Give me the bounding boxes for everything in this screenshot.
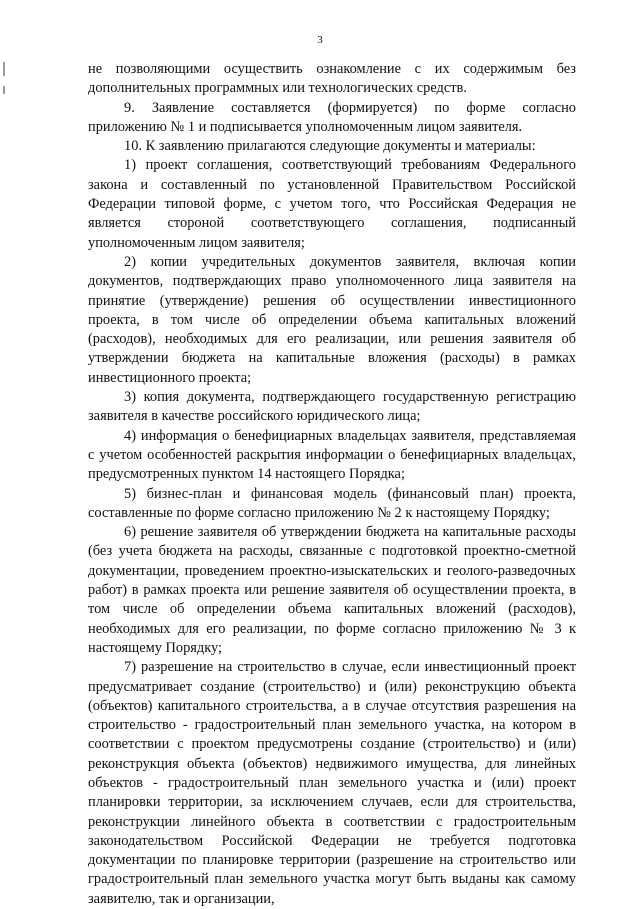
list-item: 4) информация о бенефициарных владельцах заявителя, представляемая с учетом особенностей раскрытия информации о бенефициарных владельцах, предусмотренных пунктом 14 настоящего Порядка; [88,427,576,483]
paragraph: 10. К заявлению прилагаются следующие документы и материалы: [124,138,536,155]
list-item: 7) разрешение на строительство в случае, если инвестиционный проект предусматривает создание (строительство) и (или) реконструкцию объекта (объектов) капитального строительства, а в случае отсутствия разрешения на строительство - градостроительный план земельного участка, на котором в соответствии с проектом предусмотрены создание (строительство) и (или) реконструкция объекта (объектов) недвижимого имущества, для линейных объектов - градостроительный план земельного участка и (или) проект планировки территории, за исключением случаев, если для строительства, реконструкции линейного объекта в соответствии с градостроительным законодательством Российской Федерации не требуется подготовка документации по планировке территории (разрешение на строительство или градостроительный план земельного участка могут быть выданы как самому заявителю, так и организации, [88,659,576,907]
list-item: 1) проект соглашения, соответствующий требованиям Федерального закона и составленный по установленной Правительством Российской Федерации типовой форме, с учетом того, что Российская Федерация не является стороной соответствующего соглашения, подписанный уполномоченным лицом заявителя; [88,157,576,251]
paragraph: 9. Заявление составляется (формируется) по форме согласно приложению № 1 и подписывается уполномоченным лицом заявителя. [88,99,576,135]
margin-mark [3,62,5,76]
list-item: 3) копия документа, подтверждающего государственную регистрацию заявителя в качестве российского юридического лица; [88,389,576,425]
list-item: 2) копии учредительных документов заявителя, включая копии документов, подтверждающих право уполномоченного лица заявителя на принятие (утверждение) решения об осуществлении инвестиционного проекта, в том числе об определении объема капитальных вложений (расходов), необходимых для его реализации, или решения заявителя об утверждении бюджета на капитальные вложения (расходы) в рамках инвестиционного проекта; [88,253,576,386]
document-body [88,60,576,909]
margin-mark [3,86,5,94]
paragraph: не позволяющими осуществить ознакомление с их содержимым без дополнительных программных или технологических средств. [88,61,576,97]
list-item: 6) решение заявителя об утверждении бюджета на капитальные расходы (без учета бюджета на расходы, связанные с подготовкой проектно-сметной документации, проведением проектно-изыскательских и геолого-разведочных работ) в рамках проекта или решение заявителя об осуществлении проекта, в том числе об определении объема капитальных вложений (расходов), необходимых для его реализации, по форме согласно приложению № 3 к настоящему Порядку; [88,524,576,656]
list-item: 5) бизнес-план и финансовая модель (финансовый план) проекта, составленные по форме согласно приложению № 2 к настоящему Порядку; [88,485,576,521]
page-number: 3 [317,34,323,46]
